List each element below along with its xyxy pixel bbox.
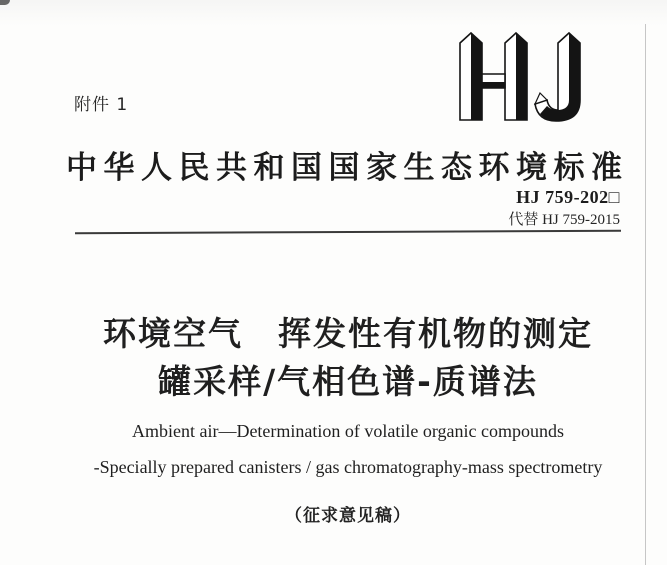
header-divider	[75, 230, 621, 234]
scan-haze	[0, 0, 667, 26]
document-title-en-line1: Ambient air—Determination of volatile organic compounds	[131, 421, 565, 441]
standard-number-block	[508, 186, 620, 229]
document-title-cn-line1: 环境空气 挥发性有机物的测定	[103, 314, 593, 353]
scan-page-edge	[645, 24, 646, 565]
replaces-note: 代替 HJ 759-2015	[508, 211, 620, 228]
standard-number: HJ 759-202□	[516, 187, 620, 207]
document-title-cn-line2: 罐采样/气相色谱-质谱法	[158, 362, 538, 401]
hj-logo-icon	[455, 30, 603, 126]
standard-org-title: 中华人民共和国国家生态环境标准	[66, 150, 622, 185]
document-title-cn	[75, 310, 621, 406]
document-title-en-line2: -Specially prepared canisters / gas chromatography-mass spectrometry	[93, 457, 603, 477]
attachment-label: 附件 1	[74, 95, 129, 115]
draft-status-note: （征求意见稿）	[285, 506, 411, 526]
